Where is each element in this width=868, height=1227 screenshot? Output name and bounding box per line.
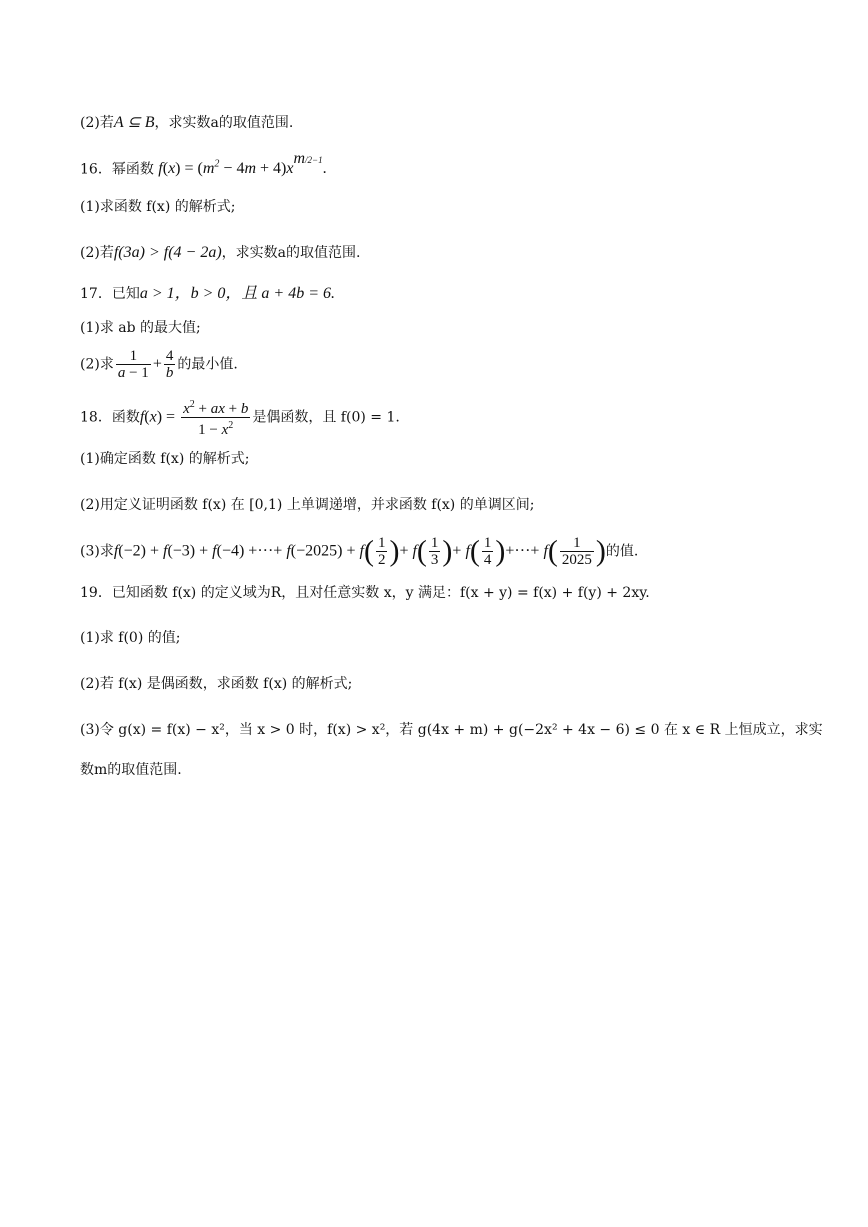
- q19-stem: 19．已知函数 f(x) 的定义域为R，且对任意实数 x，y 满足：f(x + y) = f(x) + f(y) + 2xy.: [80, 585, 650, 601]
- q19-part3: (3)令 g(x) = f(x) − x²，当 x > 0 时，f(x) > x²，若 g(4x + m) + g(−2x² + 4x − 6) ≤ 0 在 x ∈ R 上恒成立，求实: [80, 722, 823, 738]
- q19-part2: (2)若 f(x) 是偶函数，求函数 f(x) 的解析式;: [80, 676, 353, 692]
- q17-part2-label: (2)求: [80, 356, 114, 373]
- q16-part2: [80, 243, 360, 263]
- q18-stem: 18．函数f(x) = $\frac{x^2 + ax + b}{1 - x^2}$ 是偶函数，且 f(0) = 1.: [80, 399, 400, 438]
- q18-stem-label: 18．函数: [80, 409, 140, 426]
- q18-part3: (3)求f(−2) + f(−3) + f(−4) +···+ f(−2025) + f( $\frac{1}{2}$ )+ f( $\frac{1}{3}$ )+ f( $\frac{1}{4}$ )+···+ f( $\frac{1}{2025}$ )的值.: [80, 534, 639, 568]
- q18-stem-text: 是偶函数，且 f(0) = 1.: [252, 409, 400, 426]
- q15-part2-condition: A ⊆ B: [113, 114, 155, 131]
- q16-part2-label: (2)若: [80, 245, 114, 261]
- q15-part2-text: ，求实数a的取值范围.: [154, 115, 294, 131]
- q16-formula: $f(x) = (m^2 - 4m + 4)x^{m/2-1}$.: [158, 150, 327, 178]
- q19-part1: (1)求 f(0) 的值;: [80, 630, 181, 646]
- q17-part1: (1)求 ab 的最大值;: [80, 320, 201, 336]
- q17-stem-label: 17．已知: [80, 286, 140, 302]
- q18-part2: (2)用定义证明函数 f(x) 在 [0,1) 上单调递增，并求函数 f(x) 的单调区间;: [80, 497, 535, 513]
- q16-part2-condition: f(3a) > f(4 − 2a): [113, 244, 222, 261]
- q16-part1: (1)求函数 f(x) 的解析式;: [80, 199, 236, 215]
- q16-part2-text: ，求实数a的取值范围.: [221, 245, 361, 261]
- q17-condition: a > 1，b > 0，且 a + 4b = 6.: [139, 285, 336, 302]
- q18-part3-text: 的值.: [605, 543, 639, 560]
- q16-stem: [80, 150, 327, 179]
- q15-part2-label: (2)若: [80, 115, 114, 131]
- q18-part3-label: (3)求: [80, 543, 114, 560]
- q17-part2-text: 的最小值.: [177, 356, 238, 373]
- q19-part3-continued: 数m的取值范围.: [80, 762, 182, 778]
- q15-part2: [80, 113, 293, 133]
- q17-part2: (2)求 $\frac{1}{a - 1}$ + $\frac{4}{b}$ 的最小值.: [80, 348, 238, 381]
- q18-part1: (1)确定函数 f(x) 的解析式;: [80, 451, 250, 467]
- q17-stem: [80, 284, 335, 304]
- q16-stem-label: 16．幂函数: [80, 161, 154, 178]
